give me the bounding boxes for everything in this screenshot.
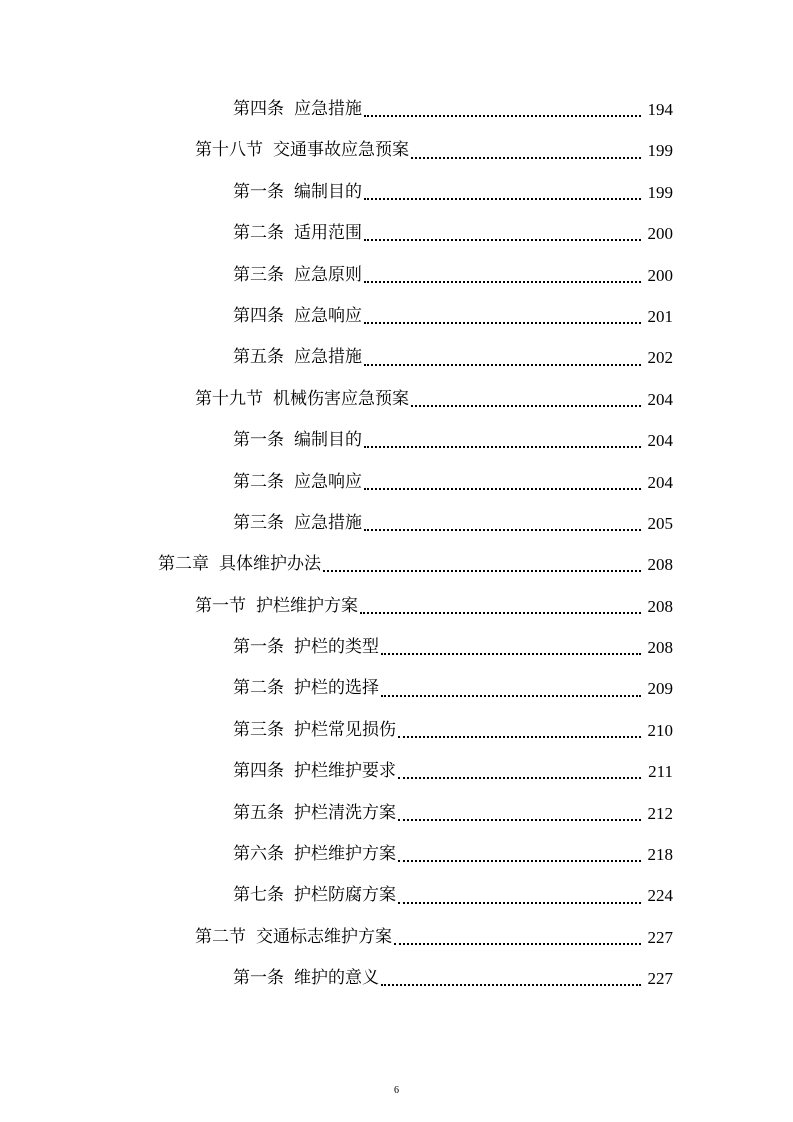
toc-entry[interactable] (0, 710, 793, 751)
toc-entry-page: 204 (647, 472, 673, 492)
toc-dot-leader (398, 776, 641, 779)
toc-dot-leader (364, 363, 641, 366)
toc-entry[interactable] (0, 337, 793, 378)
toc-dot-leader (364, 445, 641, 448)
toc-entry-title: 适用范围 (294, 223, 362, 244)
toc-entry-page: 208 (647, 596, 673, 616)
toc-entry-title: 护栏维护要求 (294, 761, 396, 782)
toc-entry-number: 第二条 (233, 223, 284, 244)
toc-entry-number: 第二章 (158, 554, 209, 575)
toc-entry[interactable] (0, 503, 793, 544)
toc-dot-leader (394, 942, 641, 945)
toc-entry-page: 208 (647, 638, 673, 658)
toc-entry-number: 第一条 (233, 181, 284, 202)
toc-entry[interactable] (0, 172, 793, 213)
toc-entry[interactable] (0, 213, 793, 254)
toc-dot-leader (398, 901, 641, 904)
toc-entry-page: 212 (647, 803, 673, 823)
toc-entry[interactable] (0, 875, 793, 916)
toc-entry-page: 200 (647, 265, 673, 285)
toc-entry-page: 227 (647, 927, 673, 947)
toc-entry-title: 应急响应 (294, 305, 362, 326)
toc-entry-number: 第一条 (233, 968, 284, 989)
toc-entry-number: 第七条 (233, 885, 284, 906)
toc-entry-title: 护栏清洗方案 (294, 802, 396, 823)
toc-entry-page: 200 (647, 224, 673, 244)
toc-entry-number: 第二条 (233, 678, 284, 699)
toc-entry-number: 第六条 (233, 844, 284, 865)
page-number: 6 (394, 1085, 399, 1096)
toc-entry-page: 209 (647, 679, 673, 699)
toc-dot-leader (398, 735, 641, 738)
toc-entry-number: 第十八节 (195, 140, 263, 161)
toc-entry-number: 第五条 (233, 347, 284, 368)
toc-entry-title: 护栏维护方案 (294, 844, 396, 865)
toc-entry[interactable] (0, 420, 793, 461)
toc-entry[interactable] (0, 751, 793, 792)
toc-entry-title: 应急措施 (294, 99, 362, 119)
toc-entry-title: 机械伤害应急预案 (273, 388, 409, 409)
toc-entry-title: 护栏的选择 (294, 678, 379, 699)
toc-entry-page: 211 (648, 762, 673, 782)
toc-entry-title: 交通标志维护方案 (256, 926, 392, 947)
toc-entry[interactable] (0, 627, 793, 668)
toc-entry[interactable] (0, 917, 793, 958)
toc-entry-number: 第十九节 (195, 388, 263, 409)
toc-entry-number: 第五条 (233, 802, 284, 823)
toc-entry-page: 201 (647, 306, 673, 326)
toc-dot-leader (364, 321, 641, 324)
toc-entry[interactable] (0, 958, 793, 999)
toc-entry-number: 第二节 (195, 926, 246, 947)
toc-dot-leader (381, 652, 641, 655)
toc-entry-number: 第四条 (233, 305, 284, 326)
toc-entry-number: 第一条 (233, 430, 284, 451)
toc-entry[interactable] (0, 462, 793, 503)
toc-entry-number: 第三条 (233, 719, 284, 740)
toc-dot-leader (381, 694, 641, 697)
toc-entry-number: 第四条 (233, 761, 284, 782)
toc-entry-title: 护栏的类型 (294, 637, 379, 658)
toc-entry-page: 205 (647, 513, 673, 533)
toc-entry[interactable] (0, 544, 793, 585)
toc-entry-title: 应急措施 (294, 347, 362, 368)
toc-entry-number: 第一条 (233, 637, 284, 658)
toc-dot-leader (411, 404, 641, 407)
toc-entry-number: 第三条 (233, 512, 284, 533)
toc-entry-number: 第四条 (233, 99, 284, 119)
toc-entry-page: 194 (647, 100, 673, 119)
toc-entry-page: 199 (647, 182, 673, 202)
toc-entry[interactable] (0, 296, 793, 337)
toc-entry-title: 维护的意义 (294, 968, 379, 989)
toc-dot-leader (360, 611, 641, 614)
toc-entry-page: 202 (647, 348, 673, 368)
toc-dot-leader (364, 114, 641, 117)
toc-dot-leader (398, 859, 641, 862)
toc-dot-leader (364, 197, 641, 200)
toc-dot-leader (364, 528, 641, 531)
toc-entry-page: 204 (647, 431, 673, 451)
toc-dot-leader (364, 280, 641, 283)
toc-entry-page: 208 (647, 555, 673, 575)
toc-entry[interactable] (0, 89, 793, 130)
toc-entry-title: 应急响应 (294, 471, 362, 492)
toc-entry-title: 护栏维护方案 (256, 595, 358, 616)
toc-dot-leader (364, 487, 641, 490)
toc-entry-page: 227 (647, 969, 673, 989)
toc-dot-leader (411, 156, 641, 159)
toc-entry[interactable] (0, 130, 793, 171)
toc-entry-number: 第三条 (233, 264, 284, 285)
toc-entry-title: 护栏常见损伤 (294, 719, 396, 740)
toc-entry[interactable] (0, 793, 793, 834)
toc-entry-title: 应急原则 (294, 264, 362, 285)
toc-entry-page: 204 (647, 389, 673, 409)
toc-entry-page: 224 (647, 886, 673, 906)
toc-entry-number: 第一节 (195, 595, 246, 616)
toc-entry-page: 218 (647, 845, 673, 865)
toc-entry[interactable] (0, 834, 793, 875)
toc-entry-page: 210 (647, 720, 673, 740)
toc-entry[interactable] (0, 255, 793, 296)
toc-entry-title: 编制目的 (294, 181, 362, 202)
toc-entry-page: 199 (647, 141, 673, 161)
toc-dot-leader (323, 569, 641, 572)
toc-dot-leader (398, 818, 641, 821)
toc-entry-title: 具体维护办法 (219, 554, 321, 575)
toc-dot-leader (364, 238, 641, 241)
table-of-contents (0, 89, 793, 1000)
toc-entry-title: 交通事故应急预案 (273, 140, 409, 161)
toc-entry[interactable] (0, 668, 793, 709)
toc-entry-title: 编制目的 (294, 430, 362, 451)
toc-dot-leader (381, 983, 641, 986)
toc-entry-title: 应急措施 (294, 512, 362, 533)
toc-entry-number: 第二条 (233, 471, 284, 492)
toc-entry[interactable] (0, 379, 793, 420)
toc-entry-title: 护栏防腐方案 (294, 885, 396, 906)
toc-entry[interactable] (0, 586, 793, 627)
